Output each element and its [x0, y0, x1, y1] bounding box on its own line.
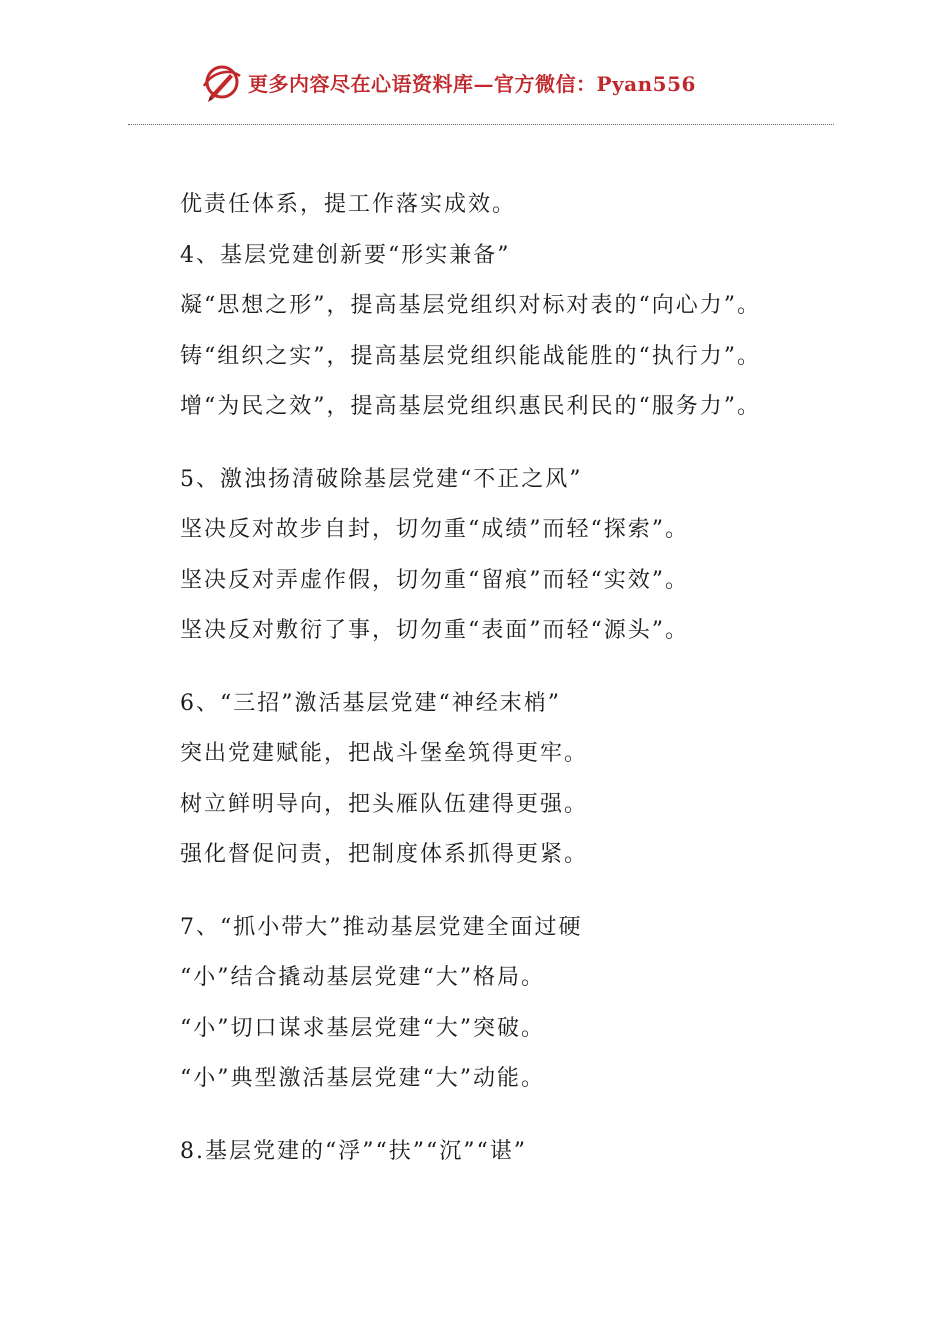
paragraph: 凝“思想之形”，提高基层党组织对标对表的“向心力”。 [180, 293, 761, 318]
section-heading: 5、激浊扬清破除基层党建“不正之风” [180, 466, 583, 492]
paragraph: 突出党建赋能，把战斗堡垒筑得更牢。 [180, 741, 589, 766]
section-heading: 8.基层党建的“浮”“扶”“沉”“谌” [180, 1138, 527, 1164]
pen-logo-icon [200, 60, 244, 104]
header-divider [128, 124, 834, 125]
spacer [180, 657, 860, 679]
paragraph: 优责任体系，提工作落实成效。 [180, 192, 517, 217]
paragraph: 铸“组织之实”，提高基层党组织能战能胜的“执行力”。 [180, 343, 761, 369]
section-heading: 6、“三招”激活基层党建“神经末梢” [180, 690, 561, 716]
paragraph: “小”典型激活基层党建“大”动能。 [180, 1066, 545, 1091]
paragraph: “小”切口谋求基层党建“大”突破。 [180, 1015, 545, 1041]
paragraph: “小”结合撬动基层党建“大”格局。 [180, 965, 545, 990]
header-text: 更多内容尽在心语资料库—官方微信：Pyan556 [248, 71, 696, 96]
paragraph: 增“为民之效”，提高基层党组织惠民利民的“服务力”。 [180, 394, 761, 419]
document-body [180, 180, 860, 1177]
paragraph: 强化督促问责，把制度体系抓得更紧。 [180, 842, 589, 867]
paragraph: 坚决反对故步自封，切勿重“成绩”而轻“探索”。 [180, 517, 689, 542]
paragraph: 坚决反对弄虚作假，切勿重“留痕”而轻“实效”。 [180, 567, 689, 593]
paragraph: 坚决反对敷衍了事，切勿重“表面”而轻“源头”。 [180, 618, 689, 643]
section-heading: 4、基层党建创新要“形实兼备” [180, 242, 511, 268]
paragraph: 树立鲜明导向，把头雁队伍建得更强。 [180, 791, 589, 817]
header [200, 60, 696, 104]
spacer [180, 881, 860, 903]
section-heading: 7、“抓小带大”推动基层党建全面过硬 [180, 914, 583, 940]
spacer [180, 1105, 860, 1127]
spacer [180, 433, 860, 455]
